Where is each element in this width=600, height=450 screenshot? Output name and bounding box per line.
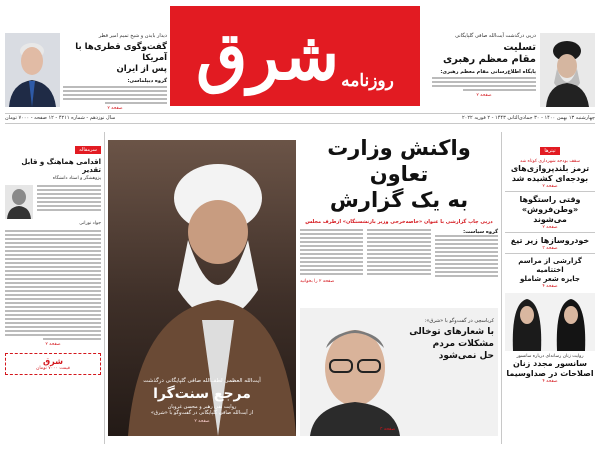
portrait-suit-icon xyxy=(5,33,60,107)
section-label: تیترها xyxy=(540,147,559,155)
logo-sub: روزنامه xyxy=(341,71,394,91)
column-rule xyxy=(104,132,105,444)
body-lead: گروه دیپلماسی: xyxy=(127,78,167,84)
caption-sub: از آیت‌الله صافی گلپایگانی در گفت‌وگو با «شرق» xyxy=(150,410,254,416)
headline: گفت‌وگوی قطری‌ها با آمریکا xyxy=(75,42,167,63)
stamp: شرق xyxy=(43,357,63,366)
masthead xyxy=(170,6,420,111)
author-portrait-icon xyxy=(5,185,33,219)
headline: وقتی راستگوها xyxy=(519,195,581,204)
karbaschi-story xyxy=(300,308,498,436)
headline: بودجه‌ای کشیده شد xyxy=(511,174,589,183)
top-left-story xyxy=(63,33,167,111)
page-ref: صفحه ۲ xyxy=(107,106,123,111)
headline: پس از ایران xyxy=(116,64,167,74)
body-text xyxy=(5,230,101,340)
top-left-photo xyxy=(5,33,60,107)
top-right-story xyxy=(432,33,536,111)
right-column xyxy=(505,137,595,445)
main-story xyxy=(300,135,498,284)
page-ref: صفحه ۲ xyxy=(476,93,492,98)
headline: «وطن‌فروش» می‌شوند xyxy=(521,205,579,224)
body-lead: گروه سیاست: xyxy=(463,229,498,235)
portrait-turban-icon xyxy=(540,33,595,107)
headline: مشکلات مردم xyxy=(432,339,494,349)
main-headline: واکنش وزارت تعاون xyxy=(327,136,471,186)
caption-sub: روایت نقی رهبر و محسن غرویان xyxy=(167,404,237,410)
left-column xyxy=(5,136,101,446)
page-ref: صفحه ۴ xyxy=(542,379,558,384)
divider xyxy=(505,253,595,254)
page-ref: صفحه ۲ xyxy=(45,342,61,347)
page-ref: صفحه ۳ xyxy=(380,427,396,432)
main-headline: به یک گزارش xyxy=(329,188,469,212)
portrait-glasses-icon xyxy=(300,308,410,436)
kicker: روایت زنان رسانه‌ای درباره سانسور xyxy=(516,354,584,359)
kicker: کرباسچی در گفت‌وگو با «شرق»: xyxy=(424,318,494,324)
byline: پژوهشگر و استاد دانشگاه xyxy=(52,176,101,181)
divider xyxy=(5,113,595,114)
masthead-logo xyxy=(170,6,420,106)
kicker: دیدار بایدن و شیخ تمیم امیر قطر xyxy=(98,33,167,39)
divider xyxy=(5,123,595,124)
author-photo xyxy=(5,185,33,219)
headline: ترمز بلندپروازی‌های xyxy=(510,164,590,173)
section-label: سرمقاله xyxy=(75,146,101,154)
women-photo xyxy=(505,293,595,351)
page-ref: صفحه ۲ xyxy=(542,184,558,189)
caption-kicker: آیت‌الله العظمی لطف‌الله صافی گلپایگانی درگذشت xyxy=(143,378,261,384)
stamp-box xyxy=(5,353,101,375)
headline: مقام معظم رهبری xyxy=(442,54,536,65)
caption-title: مرجع سنت‌گرا xyxy=(153,386,251,402)
body-lead: پایگاه اطلاع‌رسانی مقام معظم رهبری: xyxy=(440,69,536,75)
page-ref: صفحه ۴ xyxy=(542,284,558,289)
top-right-photo xyxy=(540,33,595,107)
issue-line: سال نوزدهم - شماره ۴۲۱۱ - ۱۲ صفحه - ۷۰۰۰ تومان xyxy=(5,115,116,121)
body-columns xyxy=(300,229,498,279)
page-ref: صفحه ۳ xyxy=(542,246,558,251)
divider xyxy=(505,232,595,233)
dateline: چهارشنبه ۱۳ بهمن ۱۴۰۰ - ۳۰ جمادی‌الثانی ۱۴۴۳ - ۲ فوریه ۲۰۲۲ xyxy=(461,115,595,121)
headline: سانسور مجدد زنان xyxy=(512,359,588,368)
author-row xyxy=(5,185,101,219)
women-portraits-icon xyxy=(505,293,595,351)
column-rule xyxy=(501,132,502,444)
headline: گزارشی از مراسم اختتامیه xyxy=(518,257,582,274)
page-ref: صفحه ۲ xyxy=(194,419,210,424)
headline: جایزه شعر شاملو xyxy=(520,275,580,283)
body-text xyxy=(432,77,536,91)
headline: حل نمی‌شود xyxy=(438,351,494,361)
body-text xyxy=(63,86,167,104)
editorial-title: اقدامی هماهنگ و قابل تقدیر xyxy=(21,158,101,174)
page-ref: صفحه ۲ xyxy=(542,225,558,230)
logo-text: شرق xyxy=(196,17,340,95)
deck: درپی چاپ گزارشی با عنوان «خاصه‌خرجی وزیر بازنشستگان» ازطرف مجلس xyxy=(305,219,493,225)
headline: اصلاحات در صداوسیما xyxy=(506,369,594,378)
page-ref: صفحه ۲ را بخوانید xyxy=(300,279,335,284)
divider xyxy=(505,191,595,192)
kicker: درپی درگذشت آیت‌الله صافی گلپایگانی xyxy=(455,33,536,39)
center-photo xyxy=(108,140,296,436)
headline: تسلیت xyxy=(503,42,536,53)
kicker: سقف بودجه شهرداری کوتاه شد xyxy=(519,159,581,164)
headline: با شعارهای توخالی xyxy=(409,327,494,337)
headline: خودروسازها زیر تیغ xyxy=(510,236,590,245)
author-label: جواد نورانی xyxy=(79,221,101,226)
price-note: قیمت ۷۰۰۰ تومان xyxy=(36,366,70,371)
